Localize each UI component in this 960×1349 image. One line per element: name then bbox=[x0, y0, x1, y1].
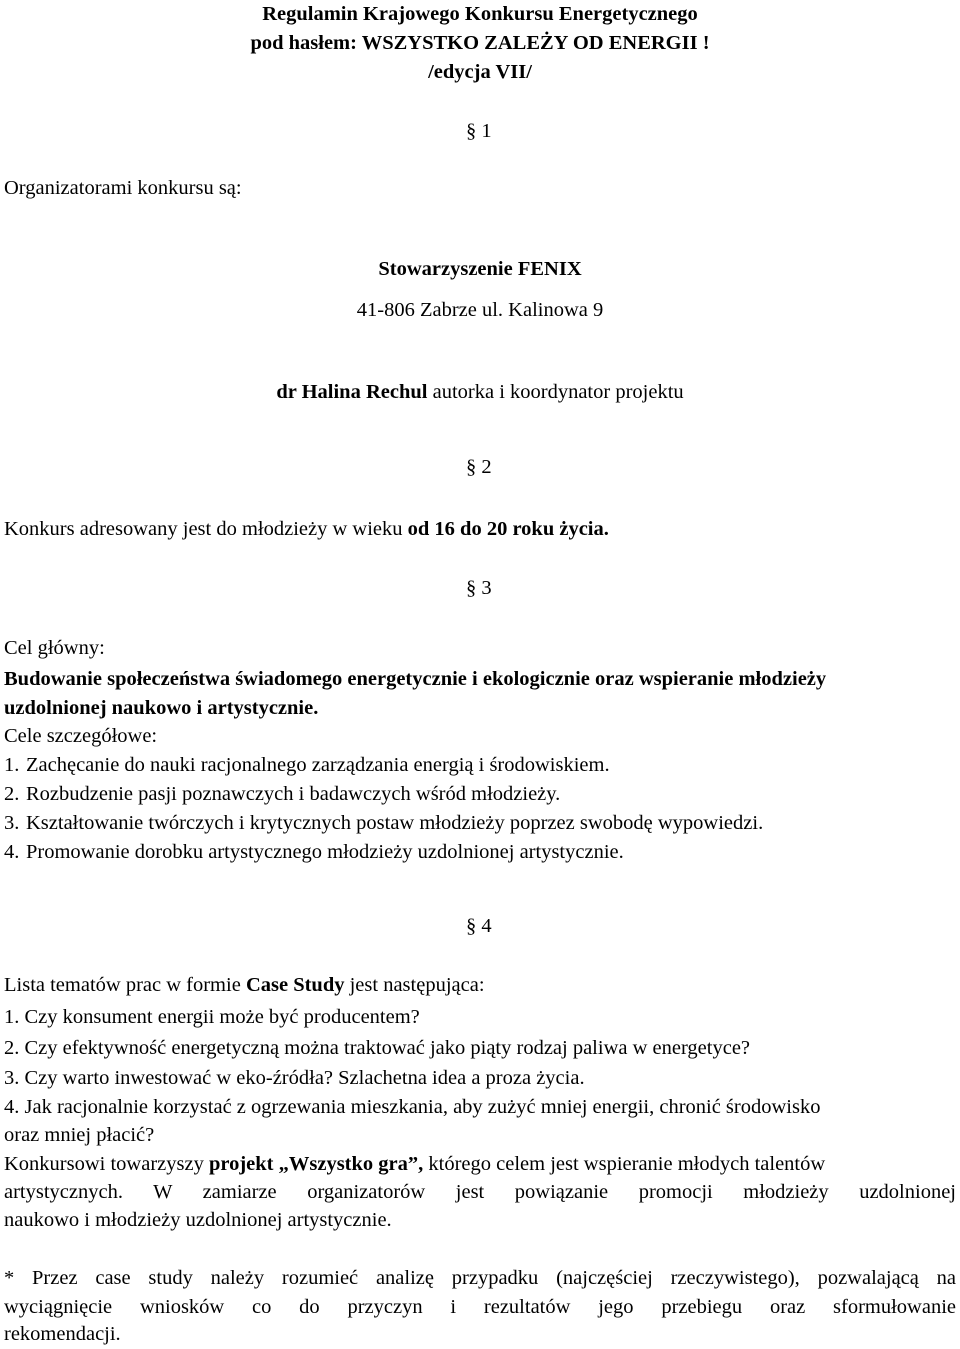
target-audience bbox=[4, 515, 609, 544]
topic-1: 1. Czy konsument energii może być producentem? bbox=[4, 1006, 420, 1028]
detailed-goals-label: Cele szczegółowe: bbox=[4, 725, 158, 747]
detailed-goal-text: Zachęcanie do nauki racjonalnego zarządzania energią i środowiskiem. bbox=[26, 754, 610, 776]
footnote-line1: * Przez case study należy rozumieć analizę przypadku (najczęściej rzeczywistego), pozwalającą na bbox=[4, 1267, 956, 1289]
topics-intro-a: Lista tematów prac w formie bbox=[4, 974, 246, 996]
organizer-name bbox=[0, 255, 960, 284]
document-title-line1: Regulamin Krajowego Konkursu Energetycznego bbox=[262, 3, 698, 25]
coordinator-line bbox=[0, 378, 960, 407]
project-purpose: którego celem jest wspieranie młodych talentów bbox=[423, 1153, 826, 1175]
footnote-line2: wyciągnięcie wniosków co do przyczyn i rezultatów jego przebiegu oraz sformułowanie bbox=[4, 1296, 956, 1318]
organizers-intro: Organizatorami konkursu są: bbox=[4, 177, 242, 199]
section-marker-1: § 1 bbox=[466, 120, 492, 142]
main-goal-line1: Budowanie społeczeństwa świadomego energetycznie i ekologicznie oraz wspieranie młodzieży bbox=[4, 668, 827, 690]
topic-4-continued: oraz mniej płacić? bbox=[4, 1124, 155, 1146]
topics-intro-c: jest następująca: bbox=[344, 974, 485, 996]
detailed-goal-number: 4. bbox=[4, 841, 20, 863]
main-goal-line2: uzdolnionej naukowo i artystycznie. bbox=[4, 697, 319, 719]
project-line1 bbox=[4, 1150, 825, 1179]
section-marker-2: § 2 bbox=[466, 456, 492, 478]
document-title-line2: pod hasłem: WSZYSTKO ZALEŻY OD ENERGII ! bbox=[250, 32, 710, 54]
topics-intro bbox=[4, 971, 485, 1000]
project-intro: Konkursowi towarzyszy bbox=[4, 1153, 209, 1175]
footnote-line3: rekomendacji. bbox=[4, 1323, 121, 1345]
detailed-goal-number: 2. bbox=[4, 783, 20, 805]
coordinator-name: dr Halina Rechul bbox=[276, 381, 428, 403]
target-audience-text: Konkurs adresowany jest do młodzieży w wieku bbox=[4, 518, 408, 540]
detailed-goal-number: 1. bbox=[4, 754, 20, 776]
detailed-goal-2 bbox=[4, 780, 560, 809]
organizer-address: 41-806 Zabrze ul. Kalinowa 9 bbox=[356, 299, 604, 321]
document-title-line3: /edycja VII/ bbox=[428, 61, 532, 83]
main-goal-label: Cel główny: bbox=[4, 637, 105, 659]
topic-3: 3. Czy warto inwestować w eko-źródła? Szlachetna idea a proza życia. bbox=[4, 1067, 585, 1089]
coordinator-role: autorka i koordynator projektu bbox=[427, 381, 684, 403]
project-line3: naukowo i młodzieży uzdolnionej artystycznie. bbox=[4, 1209, 392, 1231]
detailed-goal-number: 3. bbox=[4, 812, 20, 834]
detailed-goal-4 bbox=[4, 838, 624, 867]
section-marker-3: § 3 bbox=[466, 577, 492, 599]
project-line2: artystycznych. W zamiarze organizatorów jest powiązanie promocji młodzieży uzdolnionej bbox=[4, 1181, 956, 1203]
topic-4: 4. Jak racjonalnie korzystać z ogrzewania mieszkania, aby zużyć mniej energii, chronić środowisko bbox=[4, 1096, 821, 1118]
detailed-goal-text: Promowanie dorobku artystycznego młodzieży uzdolnionej artystycznie. bbox=[26, 841, 624, 863]
topic-2: 2. Czy efektywność energetyczną można traktować jako piąty rodzaj paliwa w energetyce? bbox=[4, 1037, 751, 1059]
detailed-goal-text: Kształtowanie twórczych i krytycznych postaw młodzieży poprzez swobodę wypowiedzi. bbox=[26, 812, 764, 834]
organizer-name-text: Stowarzyszenie FENIX bbox=[378, 258, 582, 280]
detailed-goal-text: Rozbudzenie pasji poznawczych i badawczych wśród młodzieży. bbox=[26, 783, 561, 805]
detailed-goal-3 bbox=[4, 809, 763, 838]
target-audience-age: od 16 do 20 roku życia. bbox=[407, 518, 609, 540]
section-marker-4: § 4 bbox=[466, 915, 492, 937]
detailed-goal-1 bbox=[4, 751, 610, 780]
topics-intro-case-study: Case Study bbox=[245, 974, 345, 996]
project-name: projekt „Wszystko gra”, bbox=[208, 1153, 424, 1175]
